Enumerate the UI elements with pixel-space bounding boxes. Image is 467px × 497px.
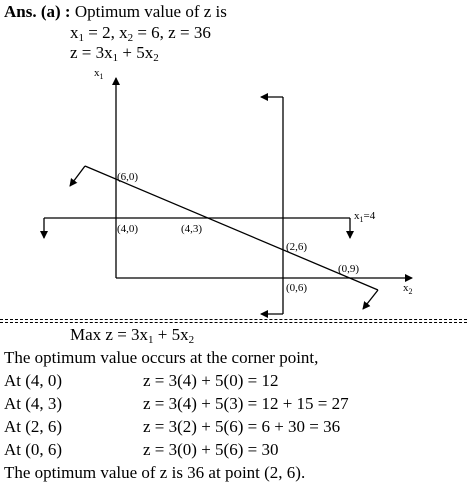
evaluation-point: At (0, 6): [4, 440, 63, 459]
answer-label: Ans. (a) :: [4, 2, 71, 21]
evaluation-point: At (4, 0): [4, 371, 63, 390]
max-mid: + 5x: [153, 325, 189, 344]
corner-point-statement: The optimum value occurs at the corner point,: [4, 348, 319, 367]
x1-value: = 2,: [84, 23, 120, 42]
evaluation-calc: z = 3(2) + 5(6) = 6 + 30 = 36: [143, 417, 341, 436]
x2-value: = 6, z = 36: [133, 23, 211, 42]
max-prefix: Max z = 3x: [70, 325, 149, 344]
evaluation-point: At (4, 3): [4, 394, 63, 413]
point-label: (4,0): [117, 223, 139, 235]
evaluation-calc: z = 3(4) + 5(3) = 12 + 15 = 27: [143, 394, 349, 413]
axis-x2-label: $x_2$: [403, 282, 413, 296]
divider-bottom: [0, 322, 467, 323]
objective-line: $z = 3x_1 + 5x_2$: [70, 43, 159, 64]
line-label-x1-4: $x_1=4$: [354, 210, 376, 224]
point-label: (4,3): [181, 223, 203, 235]
point-label: (0,9): [338, 263, 360, 275]
objective-prefix: z = 3x: [70, 43, 113, 62]
divider-top: [0, 319, 467, 320]
point-label: (6,0): [117, 171, 139, 183]
constraint-arrow-lower: [363, 290, 378, 309]
max-objective-line: Max $z = 3x_1 + 5x_2$: [70, 325, 195, 346]
conclusion: The optimum value of z is 36 at point (2, 6).: [4, 463, 306, 482]
var-x1: x: [70, 23, 79, 42]
evaluation-calc: z = 3(4) + 5(0) = 12: [143, 371, 279, 390]
evaluation-point: At (2, 6): [4, 417, 63, 436]
var-x2: x: [119, 23, 128, 42]
axis-x1-label: $x_1$: [94, 67, 104, 81]
answer-text: Optimum value of z is: [74, 2, 227, 21]
point-label: (0,6): [286, 282, 308, 294]
constraint-arrow-upper: [70, 166, 85, 186]
evaluation-calc: z = 3(0) + 5(6) = 30: [143, 440, 279, 459]
point-label: (2,6): [286, 241, 308, 253]
objective-mid: + 5x: [118, 43, 154, 62]
optimal-solution-line: $x_1 = 2$, $x_2 = 6$, z = 36: [70, 23, 211, 44]
